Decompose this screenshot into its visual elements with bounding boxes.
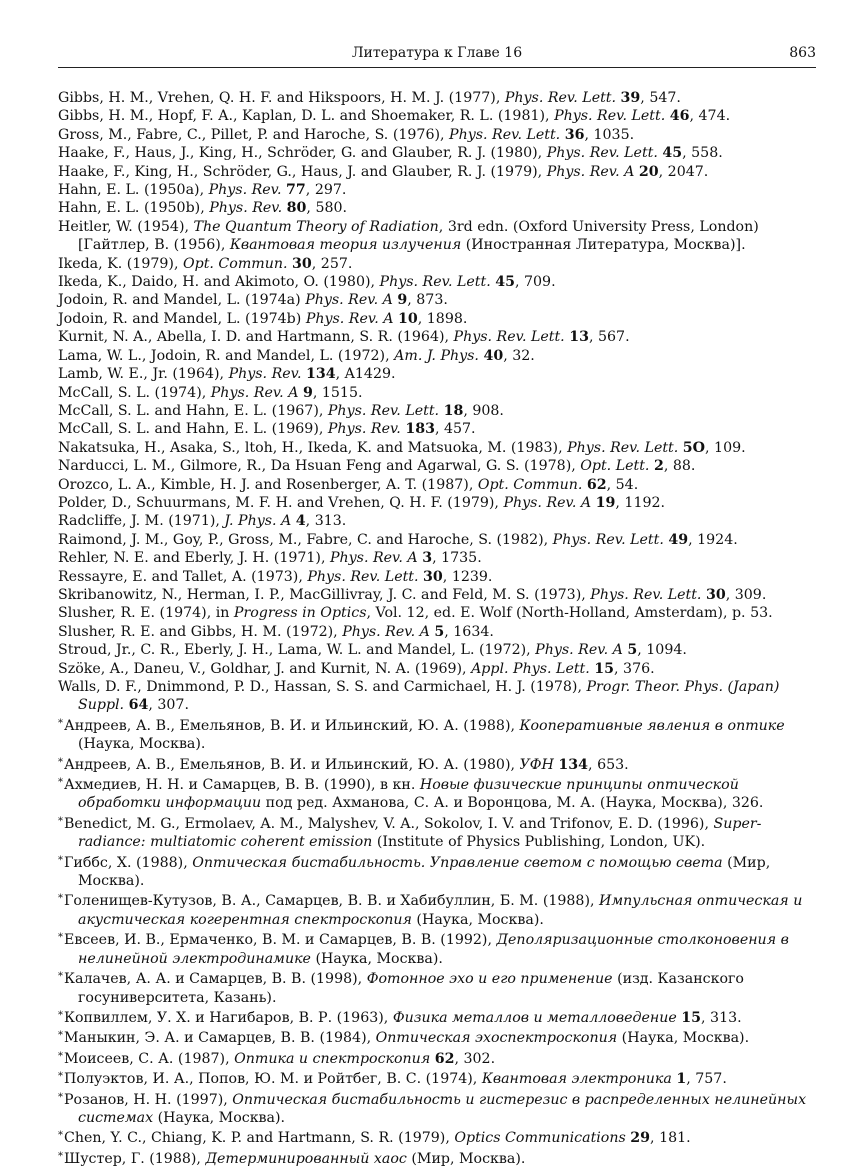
reference-text: , 1924. [688,531,738,548]
reference-volume: 29 [630,1130,651,1147]
reference-title: Phys. Rev. Lett. [504,90,617,106]
reference-entry [58,1007,816,1027]
reference-volume: 30 [423,568,443,585]
reference-title: Оптическая бистабильность. Управление светом с помощью света [192,854,723,871]
reference-entry [58,439,816,457]
reference-text: , 1735. [432,550,482,567]
reference-text: , 558. [682,145,723,162]
russian-literature-marker: * [58,815,63,827]
reference-entry [58,968,816,1007]
reference-text: Slusher, R. E. and Gibbs, H. M. (1972), [58,623,343,640]
reference-entry [58,715,816,754]
reference-volume: 19 [595,494,616,511]
reference-volume: 80 [286,200,307,217]
reference-title: Phys. Rev. Lett. [567,439,679,456]
reference-title: Phys. Rev. [228,366,302,383]
reference-text: Копвиллем, У. Х. и Нагибаров, В. Р. (1963), [64,1009,393,1026]
russian-literature-marker: * [58,932,63,944]
reference-text: Lama, W. L., Jodoin, R. and Mandel, L. (1972), [58,347,395,364]
reference-volume: 49 [668,531,689,548]
reference-text: Narducci, L. M., Gilmore, R., Da Hsuan Feng and Agarwal, G. S. (1978), [58,458,581,475]
reference-entry [58,623,816,641]
reference-title: Оптика и спектроскопия [234,1050,431,1067]
reference-title: Phys. Rev. Lett. [546,145,658,162]
reference-text: , 457. [434,421,476,438]
russian-literature-marker: * [58,717,63,729]
reference-volume: 10 [398,310,418,327]
reference-entry [58,494,816,512]
russian-literature-marker: * [58,971,63,983]
reference-text: , 307. [148,697,189,714]
reference-text: Hahn, E. L. (1950a), [58,182,209,199]
reference-text: McCall, S. L. and Hahn, E. L. (1969), [58,421,328,438]
reference-text: , 302. [454,1050,496,1067]
reference-text: , 313. [305,513,347,530]
reference-text: Benedict, M. G., Ermolaev, A. M., Malyshev, V. A., Sokolov, I. V. and Trifonov, E. D. (1996), [64,815,714,832]
russian-literature-marker: * [58,756,63,768]
reference-entry [58,107,816,125]
reference-text: , 474. [689,108,731,125]
russian-literature-marker: * [58,1050,63,1062]
reference-text: Маныкин, Э. А. и Самарцев, В. В. (1984), [64,1030,376,1047]
reference-text: (Мир, Москва). [406,1150,526,1167]
reference-text: Jodoin, R. and Mandel, L. (1974a) [58,292,306,309]
reference-text: , 567. [588,329,630,346]
reference-entry [58,476,816,494]
reference-text: Gibbs, H. M., Vrehen, Q. H. F. and Hikspoors, H. M. J. (1977), [58,90,505,106]
reference-volume: 134 [558,756,589,773]
reference-entry [58,774,816,813]
reference-entry [58,199,816,217]
reference-volume: 5O [682,439,706,456]
reference-text: Haake, F., King, H., Schröder, G., Haus, J. and Glauber, R. J. (1979), [58,163,547,180]
reference-entry [58,457,816,475]
reference-entry [58,291,816,309]
reference-title: Оптическая эхоспектроскопия [375,1030,618,1047]
reference-entry [58,420,816,438]
reference-entry [58,1148,816,1168]
reference-volume: 45 [495,274,515,291]
reference-text: (Institute of Physics Publishing, London, UK). [372,834,706,851]
reference-text: (Наука, Москва). [153,1109,286,1126]
reference-title: Оптическая бистабильность и гистерезис в распределенных нелинейных системах [78,1091,807,1126]
reference-text: Radcliffe, J. M. (1971), [58,513,225,530]
reference-entry [58,641,816,659]
reference-entry [58,402,816,420]
reference-volume: 45 [662,145,683,162]
reference-title: Am. J. Phys. [394,347,479,364]
reference-text: , 376. [614,660,655,677]
reference-text: (Наука, Москва). [411,911,544,928]
reference-text: McCall, S. L. (1974), [58,384,211,401]
reference-title: Progr. Theor. Phys. (Japan) Suppl. [78,679,780,714]
reference-text: (Иностранная Литература, Москва)]. [461,237,746,254]
russian-literature-marker: * [58,1009,63,1021]
reference-title: Phys. Rev. A [305,310,394,327]
reference-text: Szöke, A., Daneu, V., Goldhar, J. and Kurnit, N. A. (1969), [58,660,472,677]
reference-entry [58,181,816,199]
reference-volume: 64 [128,697,149,714]
reference-volume: 5 [434,623,445,640]
reference-title: Новые физические принципы оптической обработки информации [78,777,739,812]
reference-text: Ikeda, K., Daido, H. and Akimoto, O. (1980), [58,274,380,291]
russian-literature-marker: * [58,854,63,866]
reference-text: , 313. [701,1009,742,1026]
reference-text: , 257. [311,255,353,272]
reference-title: Phys. Rev. Lett. [307,568,419,585]
reference-volume: 39 [620,90,641,106]
reference-volume: 77 [286,182,306,199]
reference-entry [58,384,816,402]
reference-text: , 297. [305,182,347,199]
reference-text: , 1094. [637,642,687,659]
reference-text: Polder, D., Schuurmans, M. F. H. and Vrehen, Q. H. F. (1979), [58,494,504,511]
reference-text: Walls, D. F., Dnimmond, P. D., Hassan, S. S. and Carmichael, H. J. (1978), [58,679,587,695]
header-rule [58,67,816,68]
reference-volume: 62 [586,476,607,493]
reference-volume: 13 [569,329,589,346]
reference-text: , 54. [606,476,639,493]
reference-title: Phys. Rev. A [342,623,430,640]
running-header [58,44,816,64]
reference-text: , 2047. [658,163,709,180]
reference-entry [58,568,816,586]
reference-volume: 9 [397,292,408,309]
reference-volume: 15 [594,660,615,677]
reference-text: , 88. [663,458,696,475]
reference-text: Lamb, W. E., Jr. (1964), [58,366,229,383]
reference-title: Opt. Lett. [580,458,650,475]
reference-text: , 1239. [442,568,493,585]
reference-text: , 653. [588,756,629,773]
reference-title: Phys. Rev. [327,421,401,438]
reference-volume: 20 [638,163,659,180]
reference-entry [58,163,816,181]
reference-list [58,89,816,1168]
reference-title: Деполяризационные столконовения в нелинейной электродинамике [78,932,789,967]
reference-title: Phys. Rev. Lett. [554,108,666,125]
reference-entry [58,890,816,929]
reference-title: Phys. Rev. A [305,292,393,309]
reference-text: Kurnit, N. A., Abella, I. D. and Hartmann, S. R. (1964), [58,329,454,346]
reference-text: Гиббс, Х. (1988), [64,854,193,871]
reference-text: , 873. [407,292,448,309]
reference-text: , A1429. [335,366,396,383]
reference-text: , 1192. [615,494,666,511]
reference-entry [58,549,816,567]
reference-volume: 46 [669,108,690,125]
reference-text: , 1515. [312,384,363,401]
reference-title: Квантовая теория излучения [229,237,462,254]
reference-text: Nakatsuka, H., Asaka, S., ltoh, H., Ikeda, K. and Matsuoka, M. (1983), [58,439,568,456]
reference-text: Розанов, Н. Н. (1997), [64,1091,233,1108]
reference-text: Gibbs, H. M., Hopf, F. A., Kaplan, D. L. and Shoemaker, R. L. (1981), [58,108,555,125]
reference-title: Super-radiance: multiatomic coherent emission [78,815,762,851]
reference-title: Progress in Optics [233,605,367,622]
reference-text: Chen, Y. C., Chiang, K. P. and Hartmann, S. R. (1979), [64,1130,455,1147]
reference-text: , 908. [463,402,504,419]
reference-text: , 3rd edn. (Oxford University Press, London) [Гайтлер, В. (1956), [78,218,759,254]
russian-literature-marker: * [58,893,63,905]
reference-entry [58,531,816,549]
reference-text: Jodoin, R. and Mandel, L. (1974b) [58,310,306,327]
reference-text: Шустер, Г. (1988), [64,1150,206,1167]
reference-text: Skribanowitz, N., Herman, I. P., MacGillivray, J. C. and Feld, M. S. (1973), [58,586,591,603]
reference-entry [58,365,816,383]
reference-text: Ikeda, K. (1979), [58,255,183,272]
reference-text: , 181. [650,1130,691,1147]
reference-title: Кооперативные явления в оптике [519,717,785,734]
reference-text: под ред. Ахманова, С. А. и Воронцова, М. А. (Наука, Москва), 326. [261,795,764,812]
reference-title: Phys. Rev. Lett. [453,329,565,346]
reference-entry [58,1068,816,1088]
reference-title: J. Phys. A [224,513,292,530]
reference-volume: 40 [483,347,504,364]
reference-text: Андреев, А. В., Емельянов, В. И. и Ильинский, Ю. А. (1988), [64,717,520,734]
reference-title: Opt. Commun. [182,255,288,272]
reference-text: Heitler, W. (1954), [58,218,194,235]
reference-volume: 1 [676,1071,687,1088]
reference-text: (изд. Казанского госуниверситета, Казань). [78,971,744,1006]
reference-entry [58,813,816,852]
reference-entry [58,89,816,107]
reference-entry [58,586,816,604]
reference-entry [58,144,816,162]
reference-entry [58,1027,816,1047]
reference-entry [58,1089,816,1128]
russian-literature-marker: * [58,1091,63,1103]
reference-text: Моисеев, С. А. (1987), [64,1050,235,1067]
reference-entry [58,678,816,715]
reference-text: Андреев, А. В., Емельянов, В. И. и Ильинский, Ю. А. (1980), [64,756,520,773]
running-title: Литература к Главе 16 [351,45,523,61]
reference-title: Phys. Rev. [209,200,283,217]
reference-entry [58,754,816,774]
reference-text: Ressayre, E. and Tallet, A. (1973), [58,568,308,585]
reference-title: Квантовая электроника [481,1071,672,1088]
reference-entry [58,1048,816,1068]
reference-text: Gross, M., Fabre, C., Pillet, P. and Haroche, S. (1976), [58,126,450,143]
reference-title: Детерминированный хаос [205,1150,407,1167]
reference-volume: 9 [302,384,313,401]
reference-title: УФН [519,756,554,773]
russian-literature-marker: * [58,1030,63,1042]
reference-text: , 1634. [444,623,494,640]
reference-entry [58,218,816,255]
reference-entry [58,126,816,144]
reference-title: Phys. Rev. Lett. [379,274,491,291]
reference-volume: 3 [422,550,433,567]
reference-text: , 1035. [584,126,635,143]
reference-text: McCall, S. L. and Hahn, E. L. (1967), [58,402,328,419]
russian-literature-marker: * [58,1150,63,1162]
reference-text: (Наука, Москва). [617,1030,750,1047]
reference-text: Калачев, А. А. и Самарцев, В. В. (1998), [64,971,367,988]
reference-volume: 134 [306,366,336,383]
reference-text: Голенищев-Кутузов, В. А., Самарцев, В. В. и Хабибуллин, Б. М. (1988), [64,893,600,910]
reference-text: Hahn, E. L. (1950b), [58,200,210,217]
reference-entry [58,852,816,891]
reference-volume: 5 [627,642,638,659]
reference-entry [58,660,816,678]
reference-text: , 309. [725,586,767,603]
reference-entry [58,310,816,328]
reference-title: Phys. Rev. Lett. [552,531,664,548]
reference-volume: 30 [292,255,312,272]
reference-text: (Наука, Москва). [78,736,206,753]
reference-text: , 757. [686,1071,727,1088]
reference-text: Orozco, L. A., Kimble, H. J. and Rosenberger, A. T. (1987), [58,476,478,493]
reference-entry [58,273,816,291]
reference-title: Импульсная оптическая и акустическая когерентная спектроскопия [78,893,803,928]
reference-volume: 62 [434,1050,455,1067]
reference-text: , Vol. 12, ed. E. Wolf (North-Holland, Amsterdam), p. 53. [366,605,773,622]
reference-volume: 183 [405,421,435,438]
reference-volume: 2 [653,458,664,475]
reference-entry [58,929,816,968]
russian-literature-marker: * [58,777,63,789]
reference-text: Полуэктов, И. А., Попов, Ю. М. и Ройтбег, В. С. (1974), [64,1071,482,1088]
reference-title: Phys. Rev. A [546,163,635,180]
page-number: 863 [789,45,816,61]
reference-text: Slusher, R. E. (1974), in [58,605,234,622]
reference-title: Phys. Rev. A [535,642,623,659]
reference-volume: 4 [295,513,306,530]
reference-entry [58,512,816,530]
reference-volume: 30 [705,586,726,603]
reference-volume: 15 [681,1009,702,1026]
reference-title: Phys. Rev. [208,182,282,199]
reference-title: Phys. Rev. Lett. [449,126,561,143]
reference-text: (Наука, Москва). [310,950,443,967]
reference-entry [58,604,816,622]
reference-entry [58,347,816,365]
reference-text: , 547. [640,90,681,106]
reference-title: Физика металлов и металловедение [392,1009,677,1026]
reference-title: Фотонное эхо и его применение [366,971,613,988]
reference-title: Optics Communications [454,1130,626,1147]
reference-title: Phys. Rev. A [329,550,418,567]
reference-title: Opt. Commun. [477,476,583,493]
reference-text: Stroud, Jr., C. R., Eberly, J. H., Lama, W. L. and Mandel, L. (1972), [58,642,536,659]
reference-text: , 580. [306,200,348,217]
reference-text: , 709. [514,274,556,291]
reference-title: Phys. Rev. A [503,494,592,511]
russian-literature-marker: * [58,1071,63,1083]
reference-text: Haake, F., Haus, J., King, H., Schröder, G. and Glauber, R. J. (1980), [58,145,547,162]
reference-text: Ахмедиев, Н. Н. и Самарцев, В. В. (1990), в кн. [64,777,420,794]
reference-text: Евсеев, И. В., Ермаченко, В. М. и Самарцев, В. В. (1992), [64,932,497,949]
reference-entry [58,328,816,346]
reference-title: Phys. Rev. Lett. [590,586,702,603]
reference-text: , 1898. [417,310,468,327]
russian-literature-marker: * [58,1130,63,1142]
reference-entry [58,255,816,273]
reference-title: Appl. Phys. Lett. [471,660,590,677]
reference-title: Phys. Rev. Lett. [327,402,440,419]
reference-text: , 32. [503,347,535,364]
reference-volume: 36 [564,126,585,143]
reference-volume: 18 [443,402,464,419]
reference-text: Raimond, J. M., Goy, P., Gross, M., Fabre, C. and Haroche, S. (1982), [58,531,553,548]
reference-title: The Quantum Theory of Radiation [193,218,439,235]
reference-text: (Мир, Москва). [78,854,771,890]
reference-entry [58,1127,816,1147]
reference-text: , 109. [705,439,746,456]
reference-text: Rehler, N. E. and Eberly, J. H. (1971), [58,550,330,567]
reference-title: Phys. Rev. A [210,384,299,401]
